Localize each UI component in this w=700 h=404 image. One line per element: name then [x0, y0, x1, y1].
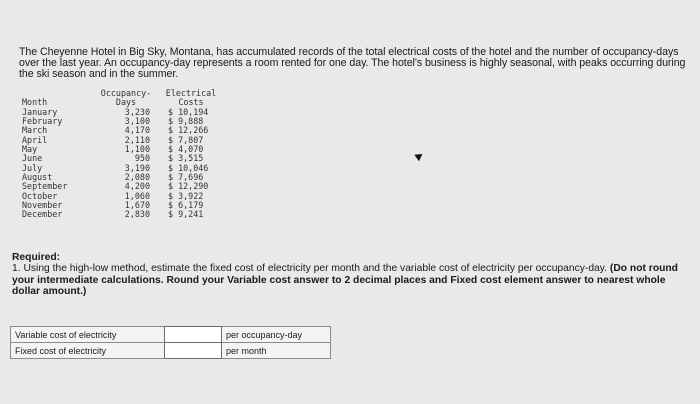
days-cell: 4,200 [124, 181, 150, 192]
cost-cell: $ 12,266 [168, 125, 209, 136]
month-cell: May [22, 144, 38, 155]
problem-intro: The Cheyenne Hotel in Big Sky, Montana, has accumulated records of the total electrical costs of the hotel and the number of occupancy-days over the last year. An occupancy-day represents a room rented for one day. The hotel's business is highly seasonal, with peaks occurring during the ski season and in the summer. [19, 45, 686, 81]
month-cell: July [22, 162, 43, 173]
answer-table [10, 326, 331, 359]
fixed-cost-input[interactable] [165, 343, 221, 358]
days-cell: 2,080 [124, 172, 150, 183]
mouse-pointer-icon [414, 151, 424, 162]
rounding-instructions: (Do not round your intermediate calculations. Round your Variable cost answer to 2 decimal places and Fixed cost element answer to nearest whole dollar amount.) [12, 263, 678, 298]
cost-cell: $ 7,696 [168, 172, 204, 183]
month-cell: September [22, 181, 68, 192]
cost-cell: $ 12,290 [168, 181, 209, 192]
required-section [12, 252, 692, 298]
days-cell: 1,670 [124, 200, 150, 211]
answer-row-variable-cost [11, 327, 331, 343]
cost-cell: $ 6,179 [168, 200, 204, 211]
variable-cost-unit: per occupancy-day [222, 327, 331, 343]
days-cell: 3,100 [124, 116, 150, 127]
variable-cost-label: Variable cost of electricity [11, 327, 165, 343]
fixed-cost-label: Fixed cost of electricity [11, 343, 165, 359]
header-cost-line2: Costs [178, 97, 204, 108]
month-cell: February [22, 116, 63, 127]
header-month: Month [22, 97, 48, 108]
required-question: 1. Using the high-low method, estimate the fixed cost of electricity per month and the variable cost of electricity per occupancy-day. [12, 263, 608, 275]
month-cell: March [22, 125, 48, 136]
days-cell: 2,110 [124, 134, 150, 145]
header-cost-line1: Electrical [165, 88, 217, 98]
electrical-cost-table [22, 89, 228, 220]
cost-cell: $ 10,194 [168, 106, 209, 117]
fixed-cost-unit: per month [222, 343, 331, 359]
month-cell: November [22, 200, 63, 211]
cost-cell: $ 7,807 [168, 134, 204, 145]
header-days-line1: Occupancy- [100, 88, 152, 98]
month-cell: April [22, 134, 48, 145]
variable-cost-input[interactable] [165, 327, 221, 342]
cost-cell: $ 9,888 [168, 116, 204, 127]
month-cell: January [22, 106, 58, 117]
cost-cell: $ 3,922 [168, 190, 204, 201]
days-cell: 1,100 [124, 144, 150, 155]
days-cell: 4,170 [124, 125, 150, 136]
month-cell: October [22, 190, 58, 201]
month-cell: June [22, 153, 43, 164]
answer-row-fixed-cost [11, 343, 331, 359]
cost-cell: $ 4,070 [168, 144, 204, 155]
cost-cell: $ 10,046 [168, 162, 209, 173]
days-cell: 2,830 [124, 209, 150, 220]
days-cell: 1,060 [124, 190, 150, 201]
cost-cell: $ 3,515 [168, 153, 204, 164]
month-cell: December [22, 209, 63, 220]
header-days-line2: Days [115, 97, 137, 108]
days-cell: 3,190 [124, 162, 150, 173]
days-cell: 3,230 [124, 106, 150, 117]
cost-cell: $ 9,241 [168, 209, 204, 220]
required-heading: Required: [12, 252, 61, 263]
month-cell: August [22, 172, 53, 183]
table-row [22, 210, 228, 219]
days-cell: 950 [134, 153, 150, 164]
